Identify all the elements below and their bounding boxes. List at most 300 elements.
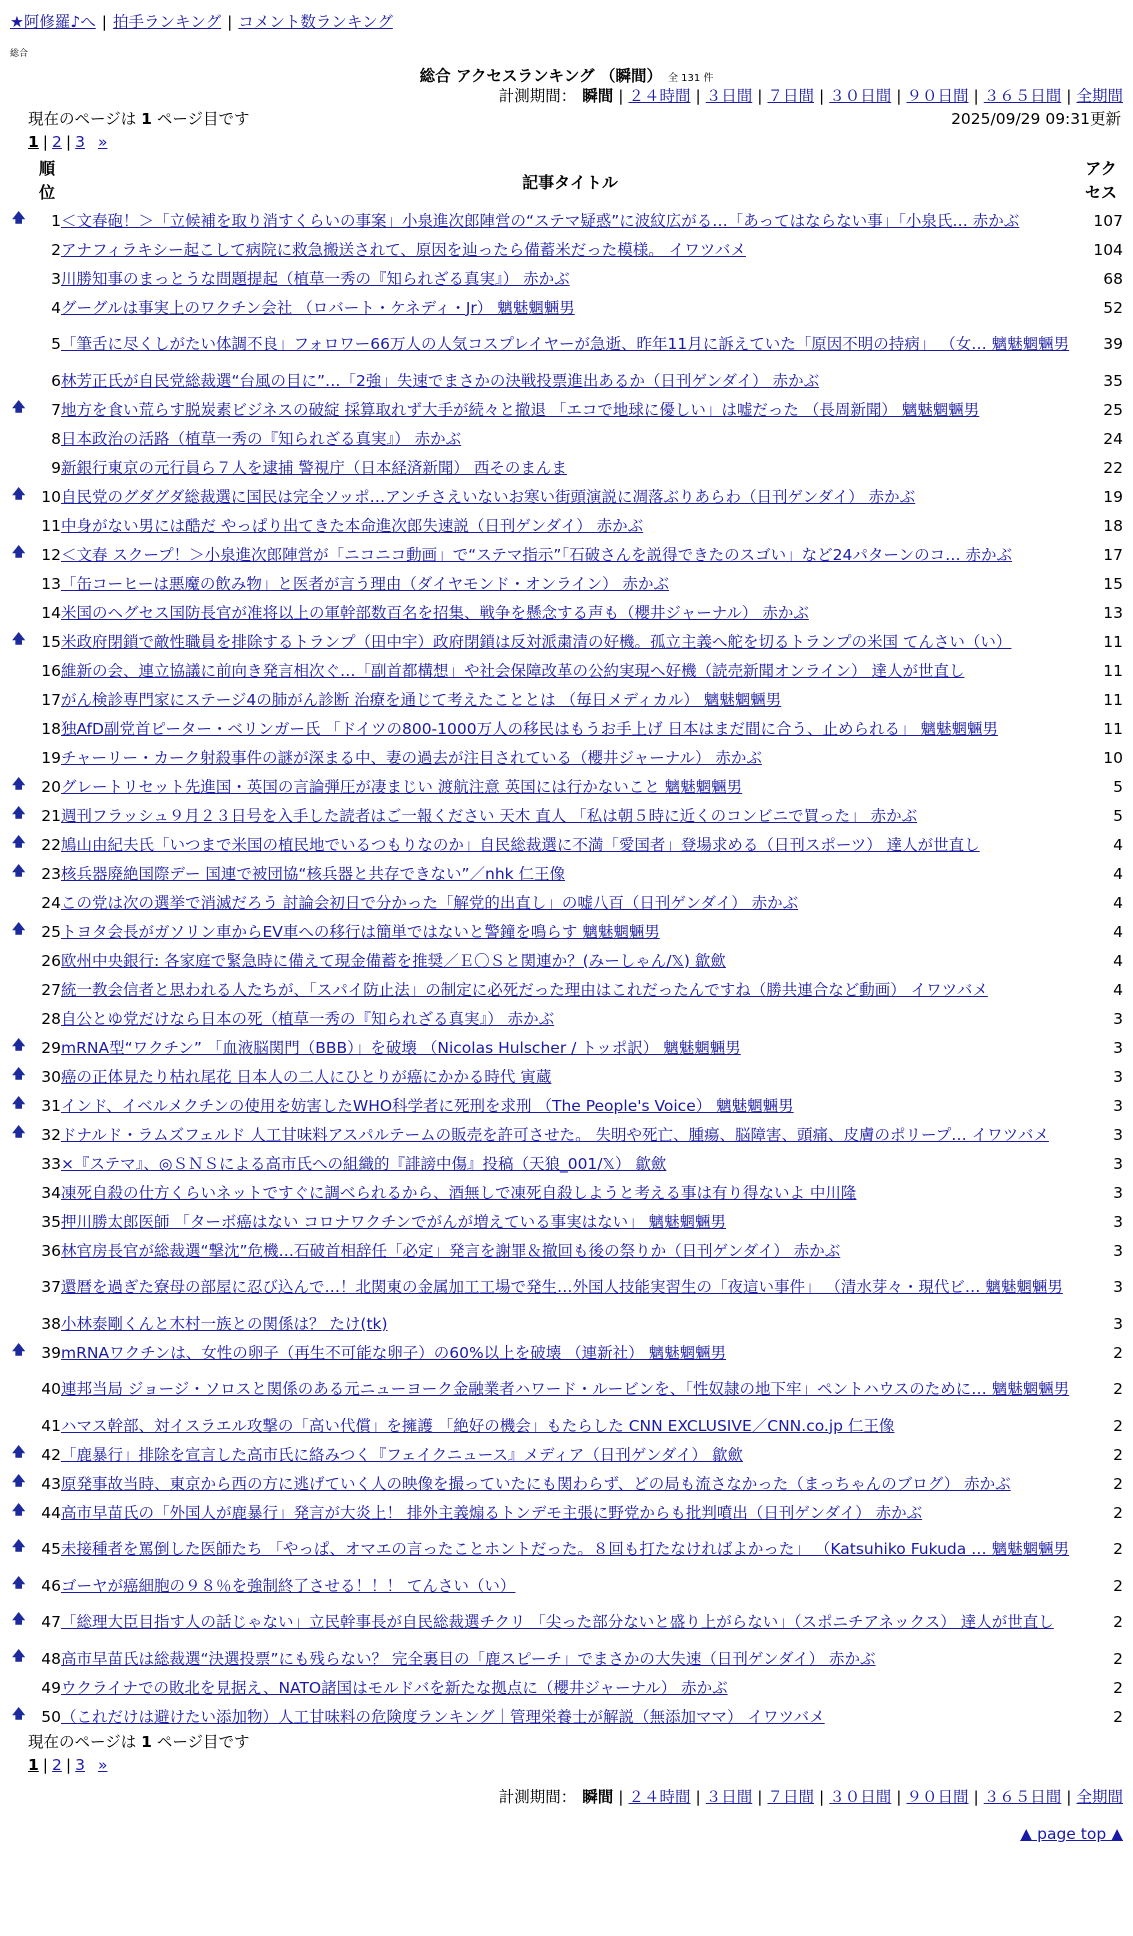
rank-number: 9 — [51, 458, 61, 477]
total-count: 全 131 件 — [667, 73, 714, 84]
rank-number: 29 — [41, 1038, 61, 1057]
table-row — [10, 235, 1123, 264]
article-link[interactable]: ドナルド・ラムズフェルド 人工甘味料アスパルテームの販売を許可させた。 失明や死亡、腫瘍、脳障害、頭痛、皮膚のポリープ… イワツバメ — [61, 1125, 1049, 1144]
rank-cell — [10, 569, 61, 598]
title-cell — [61, 801, 1079, 830]
article-link[interactable]: 独AfD副党首ピーター・ベリンガー氏 「ドイツの800-1000万人の移民はもうお手上げ 日本はまだ間に合う、止められる」 魑魅魍魎男 — [61, 719, 998, 738]
rank-number: 4 — [51, 298, 61, 317]
article-link[interactable]: 維新の会、連立協議に前向き発言相次ぐ…「副首都構想」や社会保障改革の公約実現へ好機（読売新聞オンライン） 達人が世直し — [61, 661, 965, 680]
nav-separator: | — [101, 13, 108, 31]
rank-cell — [10, 1265, 61, 1309]
table-row — [10, 1571, 1123, 1600]
title-cell — [61, 366, 1079, 395]
title-cell — [61, 859, 1079, 888]
article-link[interactable]: 連邦当局 ジョージ・ソロスと関係のある元ニューヨーク金融業者ハワード・ルービンを、「性奴隷の地下牢」ペントハウスのために… 魑魅魍魎男 — [61, 1380, 1070, 1398]
period-link[interactable]: ３６５日間 — [983, 87, 1062, 105]
title-cell — [61, 917, 1079, 946]
rank-number: 39 — [41, 1343, 61, 1362]
access-count: 2 — [1113, 1707, 1123, 1726]
title-cell — [61, 743, 1079, 772]
rank-cell — [10, 1644, 61, 1673]
rank-number: 17 — [41, 690, 61, 709]
access-count: 52 — [1103, 298, 1123, 317]
access-count: 3 — [1113, 1125, 1123, 1144]
rank-number: 21 — [41, 806, 61, 825]
access-count: 2 — [1113, 1474, 1123, 1493]
article-link[interactable]: 「総理大臣目指す人の話じゃない」立民幹事長が自民総裁選チクリ 「尖った部分ないと盛り上がらない」（スポニチアネックス） 達人が世直し — [61, 1613, 1054, 1631]
table-row — [10, 395, 1123, 424]
article-link[interactable]: 「筆舌に尽くしがたい体調不良」フォロワー66万人の人気コスプレイヤーが急逝、昨年11月に訴えていた「原因不明の持病」 （女… 魑魅魍魎男 — [61, 335, 1070, 353]
current-page-prefix: 現在のページは — [28, 1733, 142, 1751]
rank-cell — [10, 714, 61, 743]
comment-ranking-link[interactable]: コメント数ランキング — [238, 13, 393, 31]
rank-number: 7 — [51, 400, 61, 419]
clap-ranking-link[interactable]: 拍手ランキング — [113, 13, 222, 31]
access-count: 4 — [1113, 835, 1123, 854]
title-cell — [61, 1120, 1079, 1149]
article-link[interactable]: 統一教会信者と思われる人たちが、「スパイ防止法」の制定に必死だった理由はこれだったんですね（勝共連合など動画） イワツバメ — [61, 980, 988, 999]
access-count: 2 — [1113, 1380, 1123, 1398]
access-count: 3 — [1113, 1154, 1123, 1173]
article-link[interactable]: グレートリセット先進国・英国の言論弾圧が凄まじい 渡航注意 英国には行かないこと 魑魅魍魎男 — [61, 777, 743, 796]
article-link[interactable]: 凍死自殺の仕方くらいネットですぐに調べられるから、酒無しで凍死自殺しようと考える事は有り得ないよ 中川隆 — [61, 1183, 857, 1202]
up-arrow-icon: 🡅 — [12, 834, 26, 850]
period-current: 瞬間 — [582, 87, 614, 105]
rank-number: 24 — [41, 893, 61, 912]
title-cell — [61, 540, 1079, 569]
up-arrow-icon: 🡅 — [12, 486, 26, 502]
access-count: 11 — [1103, 719, 1123, 738]
page-link-2[interactable]: 2 — [52, 133, 62, 151]
rank-number: 19 — [41, 748, 61, 767]
article-link[interactable]: 米政府閉鎖で敵性職員を排除するトランプ（田中宇）政府閉鎖は反対派粛清の好機。孤立主義へ舵を切るトランプの米国 てんさい（い） — [61, 632, 1012, 651]
page-next-link[interactable]: » — [97, 1756, 108, 1774]
rank-cell — [10, 1091, 61, 1120]
table-row — [10, 511, 1123, 540]
page-link-current[interactable]: 1 — [28, 1756, 39, 1774]
rank-number: 23 — [41, 864, 61, 883]
article-link[interactable]: 「鹿暴行」排除を宣言した高市氏に絡みつく『フェイクニュース』メディア（日刊ゲンダイ） 歙歛 — [61, 1445, 743, 1464]
updated-timestamp: 2025/09/29 09:31更新 — [951, 110, 1121, 128]
rank-cell — [10, 1207, 61, 1236]
access-count: 11 — [1103, 632, 1123, 651]
ranking-table — [10, 156, 1123, 1731]
access-count: 2 — [1113, 1613, 1123, 1631]
current-page-number: 1 — [141, 1733, 152, 1751]
up-arrow-icon: 🡅 — [12, 1124, 26, 1140]
rank-cell — [10, 540, 61, 569]
article-link[interactable]: 原発事故当時、東京から西の方に逃げていく人の映像を撮っていたにも関わらず、どの局も流さなかった（まっちゃんのブログ） 赤かぶ — [61, 1474, 1011, 1493]
article-link[interactable]: 小林泰剛くんと木村一族との関係は？ たけ(tk) — [61, 1314, 388, 1333]
article-link[interactable]: mRNAワクチンは、女性の卵子（再生不可能な卵子）の60%以上を破壊 （連新社） 魑魅魍魎男 — [61, 1343, 727, 1362]
access-count: 2 — [1113, 1445, 1123, 1464]
rank-cell — [10, 627, 61, 656]
column-title: 記事タイトル — [522, 172, 618, 192]
pager-top — [10, 130, 1123, 154]
access-count: 3 — [1113, 1278, 1123, 1296]
title-cell — [61, 482, 1079, 511]
table-row — [10, 1236, 1123, 1265]
rank-number: 38 — [41, 1314, 61, 1333]
period-link[interactable]: ９０日間 — [906, 87, 969, 105]
title-cell — [61, 1149, 1079, 1178]
period-separator: | — [896, 1788, 902, 1806]
ranking-rows — [10, 206, 1123, 1731]
article-link[interactable]: 日本政治の活路（植草一秀の『知られざる真実』） 赤かぶ — [61, 429, 462, 448]
article-link[interactable]: 高市早苗氏の「外国人が鹿暴行」発言が大炎上！ 排外主義煽るトンデモ主張に野党からも批判噴出（日刊ゲンダイ） 赤かぶ — [61, 1503, 923, 1522]
rank-number: 33 — [41, 1154, 61, 1173]
up-arrow-icon: 🡅 — [12, 1095, 26, 1111]
table-row — [10, 627, 1123, 656]
access-count: 4 — [1113, 951, 1123, 970]
title-cell — [61, 1673, 1079, 1702]
table-row — [10, 1120, 1123, 1149]
title-cell — [61, 830, 1079, 859]
period-link[interactable]: 全期間 — [1076, 1788, 1123, 1806]
up-arrow-icon: 🡅 — [12, 1342, 26, 1358]
rank-cell — [10, 1033, 61, 1062]
article-link[interactable]: 週刊フラッシュ９月２３日号を入手した読者はご一報ください 天木 直人 「私は朝５時に近くのコンビニで買った」 赤かぶ — [61, 806, 918, 825]
period-separator: | — [695, 1788, 701, 1806]
rank-cell — [10, 1338, 61, 1367]
article-link[interactable]: 欧州中央銀行: 各家庭で緊急時に備えて現金備蓄を推奨／Ｅ〇Ｓと関連か？(みーしゃん/𝕏) 歙歛 — [61, 951, 726, 970]
rank-number: 1 — [51, 211, 61, 230]
rank-cell — [10, 1469, 61, 1498]
rank-number: 43 — [41, 1474, 61, 1493]
period-separator: | — [757, 1788, 763, 1806]
title-cell — [61, 511, 1079, 540]
current-page-number: 1 — [141, 110, 152, 128]
table-row — [10, 1033, 1123, 1062]
access-count: 15 — [1103, 574, 1123, 593]
title-cell — [61, 1702, 1079, 1731]
table-row — [10, 1149, 1123, 1178]
article-link[interactable]: この党は次の選挙で消滅だろう 討論会初日で分かった「解党的出直し」の嘘八百（日刊ゲンダイ） 赤かぶ — [61, 893, 799, 912]
page-next-link[interactable]: » — [97, 133, 108, 151]
period-link[interactable]: ７日間 — [767, 87, 814, 105]
table-row — [10, 685, 1123, 714]
period-link[interactable]: ２４時間 — [628, 87, 691, 105]
access-count: 11 — [1103, 690, 1123, 709]
table-row — [10, 1600, 1123, 1644]
article-link[interactable]: 還暦を過ぎた寮母の部屋に忍び込んで…！北関東の金属加工工場で発生…外国人技能実習生の「夜這い事件」 （清水芽々・現代ビ… 魑魅魍魎男 — [61, 1278, 1063, 1296]
table-row — [10, 888, 1123, 917]
up-arrow-icon: 🡅 — [12, 631, 26, 647]
article-link[interactable]: ＜文春 スクープ！＞小泉進次郎陣営が「ニコニコ動画」で“ステマ指示”「石破さんを説得できたのスゴい」など24パターンのコ… 赤かぶ — [61, 545, 1012, 564]
article-link[interactable]: トヨタ会長がガソリン車からEV車への移行は簡単ではないと警鐘を鳴らす 魑魅魍魎男 — [61, 922, 660, 941]
rank-cell — [10, 1120, 61, 1149]
table-row — [10, 1178, 1123, 1207]
access-count: 25 — [1103, 400, 1123, 419]
rank-number: 47 — [41, 1613, 61, 1631]
article-link[interactable]: 高市早苗氏は総裁選“決選投票”にも残らない？ 完全裏目の「鹿スピーチ」でまさかの大失速（日刊ゲンダイ） 赤かぶ — [61, 1649, 876, 1668]
title-cell — [61, 1265, 1079, 1309]
rank-cell — [10, 656, 61, 685]
up-arrow-icon: 🡅 — [12, 776, 26, 792]
rank-cell — [10, 975, 61, 1004]
table-row — [10, 1004, 1123, 1033]
article-link[interactable]: 「缶コーヒーは悪魔の飲み物」と医者が言う理由（ダイヤモンド・オンライン） 赤かぶ — [61, 574, 670, 593]
current-page-suffix: ページ目です — [151, 110, 250, 128]
table-row — [10, 1440, 1123, 1469]
title-cell — [61, 1033, 1079, 1062]
rank-cell — [10, 1440, 61, 1469]
access-count: 2 — [1113, 1576, 1123, 1595]
up-arrow-icon: 🡅 — [12, 1037, 26, 1053]
table-row — [10, 830, 1123, 859]
rank-number: 12 — [41, 545, 61, 564]
article-link[interactable]: （これだけは避けたい添加物）人工甘味料の危険度ランキング｜管理栄養士が解説（無添加ママ） イワツバメ — [61, 1707, 825, 1726]
up-arrow-icon: 🡅 — [12, 544, 26, 560]
article-link[interactable]: チャーリー・カーク射殺事件の謎が深まる中、妻の過去が注目されている（櫻井ジャーナル） 赤かぶ — [61, 748, 762, 767]
up-arrow-icon: 🡅 — [12, 210, 26, 226]
rank-cell — [10, 743, 61, 772]
table-row — [10, 598, 1123, 627]
current-page-suffix: ページ目です — [151, 1733, 250, 1751]
rank-number: 15 — [41, 632, 61, 651]
rank-number: 35 — [41, 1212, 61, 1231]
access-count: 4 — [1113, 864, 1123, 883]
article-link[interactable]: 自民党のグダグダ総裁選に国民は完全ソッポ…アンチさえいないお寒い街頭演説に凋落ぶりあらわ（日刊ゲンダイ） 赤かぶ — [61, 487, 916, 506]
access-count: 18 — [1103, 516, 1123, 535]
rank-number: 11 — [41, 516, 61, 535]
access-count: 17 — [1103, 545, 1123, 564]
access-count: 3 — [1113, 1241, 1123, 1260]
period-separator: | — [973, 1788, 979, 1806]
title-cell — [61, 235, 1079, 264]
access-count: 3 — [1113, 1096, 1123, 1115]
period-link[interactable]: ９０日間 — [906, 1788, 969, 1806]
up-arrow-icon: 🡅 — [12, 399, 26, 415]
period-separator: | — [695, 87, 701, 105]
table-row — [10, 1091, 1123, 1120]
access-count: 4 — [1113, 980, 1123, 999]
access-count: 3 — [1113, 1183, 1123, 1202]
rank-number: 48 — [41, 1649, 61, 1668]
article-link[interactable]: ゴーヤが癌細胞の９８％を強制終了させる！！！ てんさい（い） — [61, 1576, 516, 1595]
period-link[interactable]: ７日間 — [767, 1788, 814, 1806]
home-link[interactable]: ★阿修羅♪へ — [10, 13, 96, 31]
pager-separator: | — [65, 133, 72, 151]
article-link[interactable]: 米国のヘグセス国防長官が准将以上の軍幹部数百名を招集、戦争を懸念する声も（櫻井ジャーナル） 赤かぶ — [61, 603, 809, 622]
rank-number: 36 — [41, 1241, 61, 1260]
article-link[interactable]: がん検診専門家にステージ4の肺がん診断 治療を通じて考えたこととは （毎日メディカル） 魑魅魍魎男 — [61, 690, 782, 709]
page-link-current[interactable]: 1 — [28, 133, 39, 151]
access-count: 4 — [1113, 893, 1123, 912]
article-link[interactable]: アナフィラキシー起こして病院に救急搬送されて、原因を辿ったら備蓄米だった模様。 イワツバメ — [61, 240, 746, 259]
pager-gap — [89, 133, 94, 151]
access-count: 2 — [1113, 1343, 1123, 1362]
table-header — [10, 156, 1123, 206]
table-row — [10, 975, 1123, 1004]
title-cell — [61, 1644, 1079, 1673]
rank-cell — [10, 322, 61, 366]
rank-number: 30 — [41, 1067, 61, 1086]
period-separator: | — [757, 87, 763, 105]
rank-cell — [10, 1236, 61, 1265]
page-link-2[interactable]: 2 — [52, 1756, 62, 1774]
access-count: 19 — [1103, 487, 1123, 506]
article-link[interactable]: 癌の正体見たり枯れ尾花 日本人の二人にひとりが癌にかかる時代 寅蔵 — [61, 1067, 552, 1086]
pager-separator: | — [42, 1756, 49, 1774]
rank-cell — [10, 1062, 61, 1091]
article-link[interactable]: インド、イベルメクチンの使用を妨害したWHO科学者に死刑を求刑 （The People's Voice） 魑魅魍魎男 — [61, 1096, 794, 1115]
period-separator: | — [819, 87, 825, 105]
rank-cell — [10, 395, 61, 424]
table-row — [10, 1367, 1123, 1411]
up-arrow-icon: 🡅 — [12, 1611, 26, 1627]
rank-number: 18 — [41, 719, 61, 738]
access-count: 104 — [1093, 240, 1123, 259]
column-rank-label: 順 位 — [38, 159, 55, 202]
period-separator: | — [618, 87, 624, 105]
table-row — [10, 540, 1123, 569]
access-count: 11 — [1103, 661, 1123, 680]
article-link[interactable]: ウクライナでの敗北を見据え、NATO諸国はモルドバを新たな拠点に（櫻井ジャーナル） 赤かぶ — [61, 1678, 728, 1697]
table-row — [10, 1062, 1123, 1091]
page-link-3[interactable]: 3 — [75, 133, 86, 151]
period-link[interactable]: ３０日間 — [829, 1788, 892, 1806]
rank-cell — [10, 1571, 61, 1600]
top-nav — [10, 0, 1123, 32]
up-arrow-icon: 🡅 — [12, 1575, 26, 1591]
rank-number: 8 — [51, 429, 61, 448]
table-row — [10, 293, 1123, 322]
table-row — [10, 1309, 1123, 1338]
article-link[interactable]: 地方を食い荒らす脱炭素ビジネスの破綻 採算取れず大手が続々と撤退 「エコで地球に優しい」は嘘だった （長周新聞） 魑魅魍魎男 — [61, 400, 980, 419]
rank-cell — [10, 772, 61, 801]
title-cell — [61, 1411, 1079, 1440]
table-row — [10, 569, 1123, 598]
rank-cell — [10, 1600, 61, 1644]
title-cell — [61, 264, 1079, 293]
table-row — [10, 1673, 1123, 1702]
table-row — [10, 1498, 1123, 1527]
period-link[interactable]: 全期間 — [1076, 87, 1123, 105]
nav-separator: | — [227, 13, 233, 31]
table-row — [10, 801, 1123, 830]
period-link[interactable]: ２４時間 — [628, 1788, 691, 1806]
rank-number: 6 — [51, 371, 61, 390]
rank-cell — [10, 859, 61, 888]
rank-cell — [10, 685, 61, 714]
title-cell — [61, 772, 1079, 801]
period-link[interactable]: ３日間 — [705, 1788, 753, 1806]
rank-number: 2 — [51, 240, 61, 259]
rank-cell — [10, 1309, 61, 1338]
access-count: 3 — [1113, 1067, 1123, 1086]
rank-number: 5 — [51, 335, 61, 353]
title-cell — [61, 1207, 1079, 1236]
period-separator: | — [896, 87, 902, 105]
article-link[interactable]: mRNA型“ワクチン” 「血液脳関門（BBB）」を破壊 （Nicolas Hulscher / トッポ訳） 魑魅魍魎男 — [61, 1038, 741, 1057]
table-row — [10, 482, 1123, 511]
rank-number: 44 — [41, 1503, 61, 1522]
title-cell — [61, 685, 1079, 714]
period-label: 計測期間： — [498, 1788, 577, 1806]
period-link[interactable]: ３日間 — [705, 87, 753, 105]
article-link[interactable]: 林芳正氏が自民党総裁選“台風の目に”…「2強」失速でまさかの決戦投票進出あるか（日刊ゲンダイ） 赤かぶ — [61, 371, 820, 390]
table-row — [10, 453, 1123, 482]
title-cell — [61, 453, 1079, 482]
rank-cell — [10, 1411, 61, 1440]
article-link[interactable]: 鳩山由紀夫氏「いつまで米国の植民地でいるつもりなのか」自民総裁選に不満「愛国者」登場求める（日刊スポーツ） 達人が世直し — [61, 835, 980, 854]
table-row — [10, 264, 1123, 293]
rank-cell — [10, 264, 61, 293]
article-link[interactable]: 川勝知事のまっとうな問題提起（植草一秀の『知られざる真実』） 赤かぶ — [61, 269, 570, 288]
page-link-3[interactable]: 3 — [75, 1756, 86, 1774]
table-row — [10, 772, 1123, 801]
period-link[interactable]: ３６５日間 — [983, 1788, 1062, 1806]
access-count: 2 — [1113, 1678, 1123, 1697]
table-row — [10, 1338, 1123, 1367]
rank-cell — [10, 830, 61, 859]
article-link[interactable]: グーグルは事実上のワクチン会社 （ロバート・ケネディ・Jr） 魑魅魍魎男 — [61, 298, 575, 317]
up-arrow-icon: 🡅 — [12, 805, 26, 821]
title-cell — [61, 322, 1079, 366]
current-page-text — [28, 108, 250, 130]
access-count: 68 — [1103, 269, 1123, 288]
table-row — [10, 1644, 1123, 1673]
page-title — [10, 64, 1123, 84]
title-cell — [61, 1091, 1079, 1120]
rank-cell — [10, 917, 61, 946]
title-cell — [61, 424, 1079, 453]
access-count: 22 — [1103, 458, 1123, 477]
access-count: 5 — [1113, 806, 1123, 825]
rank-cell — [10, 366, 61, 395]
article-link[interactable]: 林官房長官が総裁選“撃沈”危機…石破首相辞任「必定」発言を謝罪＆撤回も後の祭りか（日刊ゲンダイ） 赤かぶ — [61, 1241, 841, 1260]
rank-cell — [10, 424, 61, 453]
title-cell — [61, 946, 1079, 975]
table-row — [10, 322, 1123, 366]
rank-cell — [10, 235, 61, 264]
rank-number: 13 — [41, 574, 61, 593]
rank-number: 42 — [41, 1445, 61, 1464]
article-link[interactable]: 自公とゆ党だけなら日本の死（植草一秀の『知られざる真実』） 赤かぶ — [61, 1009, 555, 1028]
rank-cell — [10, 1367, 61, 1411]
title-cell — [61, 293, 1079, 322]
rank-cell — [10, 453, 61, 482]
page-info-bottom — [10, 1731, 1123, 1753]
table-row — [10, 1469, 1123, 1498]
access-count: 3 — [1113, 1038, 1123, 1057]
article-link[interactable]: ハマス幹部、対イスラエル攻撃の「高い代償」を擁護 「絶好の機会」もたらした CNN EXCLUSIVE／CNN.co.jp 仁王像 — [61, 1416, 895, 1435]
title-cell — [61, 1309, 1079, 1338]
access-count: 3 — [1113, 1009, 1123, 1028]
access-count: 3 — [1113, 1314, 1123, 1333]
article-link[interactable]: ×『ステマ』、◎ＳＮＳによる高市氏への組織的『誹謗中傷』投稿（天狼_001/𝕏） 歙歛 — [61, 1154, 667, 1173]
rank-cell — [10, 801, 61, 830]
article-link[interactable]: 核兵器廃絶国際デー 国連で被団協“核兵器と共存できない”／nhk 仁王像 — [61, 864, 566, 883]
title-cell — [61, 1367, 1079, 1411]
article-link[interactable]: 未接種者を罵倒した医師たち 「やっぱ、オマエの言ったことホントだった。８回も打たなければよかった」 （Katsuhiko Fukuda … 魑魅魍魎男 — [61, 1540, 1070, 1558]
title-cell — [61, 1236, 1079, 1265]
rank-cell — [10, 1702, 61, 1731]
access-count: 2 — [1113, 1416, 1123, 1435]
rank-number: 32 — [41, 1125, 61, 1144]
rank-cell — [10, 511, 61, 540]
page-top-link[interactable]: ▲ page top ▲ — [1020, 1825, 1123, 1843]
table-row — [10, 1207, 1123, 1236]
period-selector-top — [10, 84, 1123, 108]
article-link[interactable]: 押川勝太郎医師 「ターボ癌はない コロナワクチンでがんが増えている事実はない」 魑魅魍魎男 — [61, 1212, 727, 1231]
article-link[interactable]: 中身がない男には酷だ やっぱり出てきた本命進次郎失速説（日刊ゲンダイ） 赤かぶ — [61, 516, 644, 535]
article-link[interactable]: ＜文春砲！＞「立候補を取り消すくらいの事案」小泉進次郎陣営の“ステマ疑惑”に波紋広がる…「あってはならない事」「小泉氏… 赤かぶ — [61, 211, 1020, 230]
rank-number: 16 — [41, 661, 61, 680]
article-link[interactable]: 新銀行東京の元行員ら７人を逮捕 警視庁（日本経済新聞） 西そのまんま — [61, 458, 567, 477]
period-link[interactable]: ３０日間 — [829, 87, 892, 105]
